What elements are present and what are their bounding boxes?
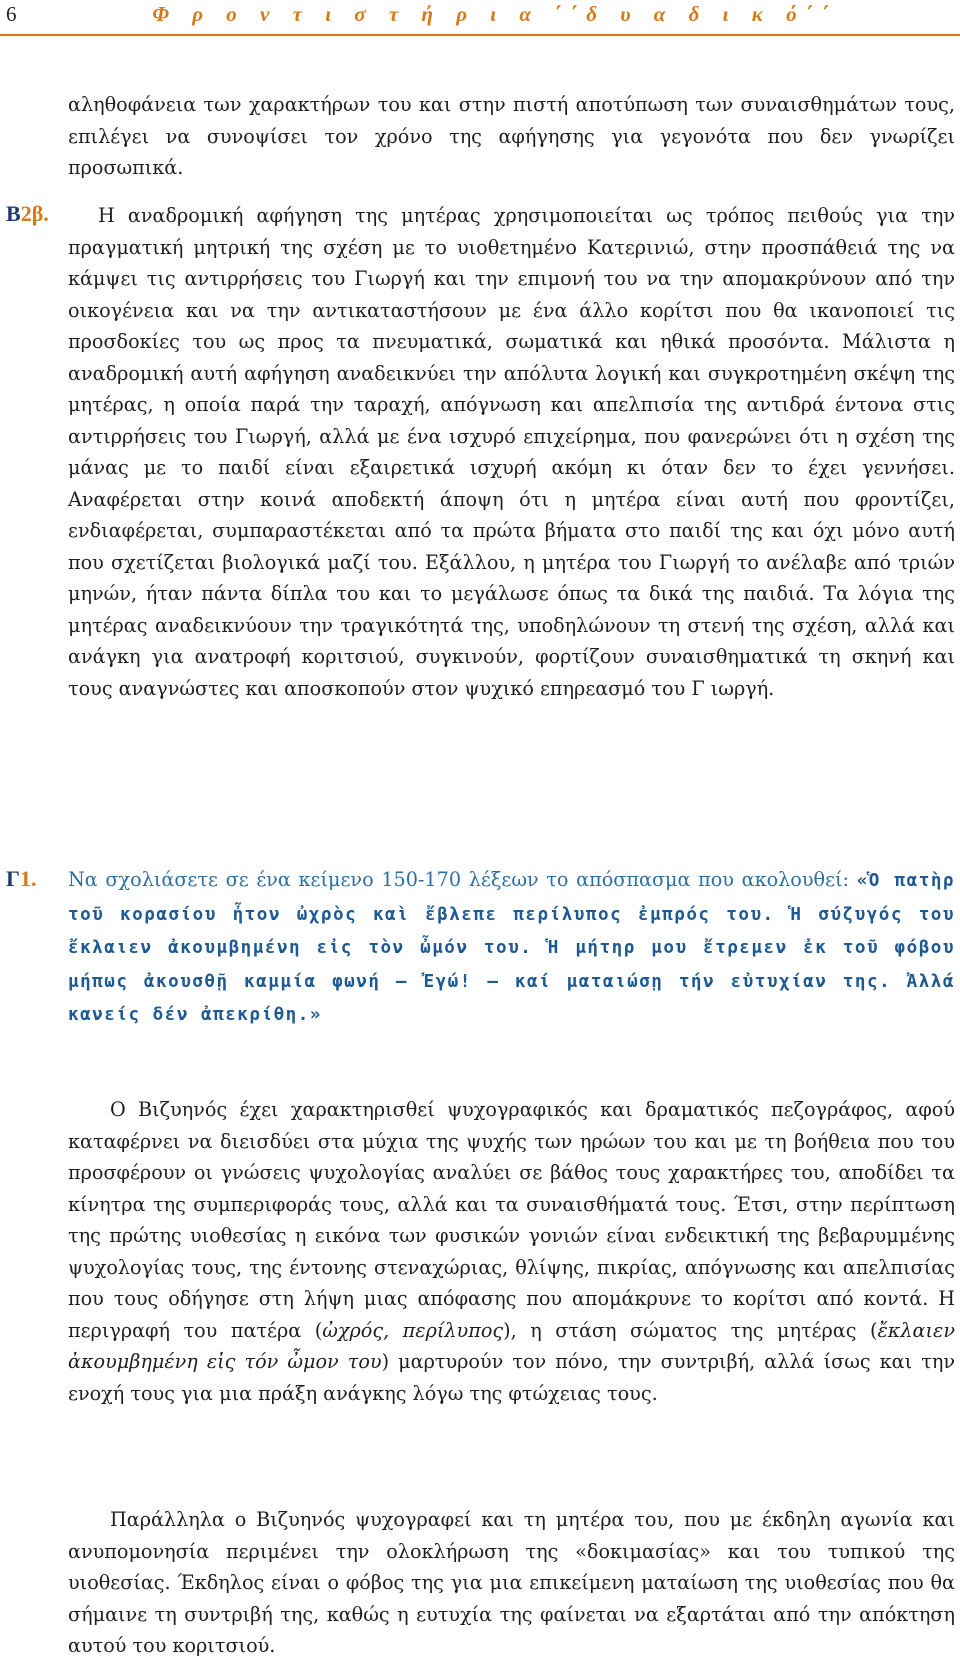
- question-g1-quote: «Ὁ πατὴρ τοῦ κορασίου ἦτον ὠχρὸς καὶ ἔβλεπε περίλυπος ἐμπρός του. Ἡ σύζυγός του ἔκλαιεν ἀκουμβημένη εἰς τὸν ὦμόν του. Ἡ μήτηρ μου ἔτρεμεν ἐκ τοῦ φόβου μήπως ἀκουσθῇ καμμία φωνή – Ἐγώ! – καί ματαιώσῃ τήν εὐτυχίαν της. Ἀλλά κανείς δέν ἀπεκρίθη.»: [68, 871, 956, 1025]
- page-number: 6: [6, 2, 17, 26]
- section-label-b2-number: 2β.: [20, 201, 49, 226]
- header-rule: [0, 34, 960, 36]
- answer-b2: [68, 200, 955, 704]
- paragraph-continuation: αληθοφάνεια των χαρακτήρων του και στην πιστή αποτύπωση των συναισθημάτων τους, επιλέγει να συνοψίσει τον χρόνο της αφήγησης για γεγονότα που δεν γνωρίζει προσωπικά.: [68, 93, 955, 179]
- section-label-b2-letter: Β: [6, 201, 21, 226]
- question-g1-instruction: Να σχολιάσετε σε ένα κείμενο 150-170 λέξεων το απόσπασμα που ακολουθεί:: [68, 868, 857, 891]
- section-label-g1-letter: Γ: [6, 866, 20, 891]
- section-label-g1: [6, 866, 37, 892]
- answer-paragraph-2: [68, 1504, 955, 1662]
- answer-paragraph-1: [68, 1094, 955, 1409]
- answer-p1-italic2: ἔκλαιεν ἀκουμβημένη εἰς τόν ὦμον του: [68, 1318, 955, 1373]
- page-header: [0, 0, 960, 40]
- answer-p1-part3: ) μαρτυρούν τον πόνο, την συντριβή, αλλά ίσως και την ενοχή τους για μια πράξη ανάγκης λόγω της φτώχειας τους.: [68, 1350, 955, 1405]
- answer-p1-italic1: ὠχρός, περίλυπος: [322, 1318, 504, 1342]
- answer-p2-text: Παράλληλα ο Βιζυηνός ψυχογραφεί και τη μητέρα του, που με έκδηλη αγωνία και ανυπομονησία περιμένει την ολοκλήρωση της «δοκιμασίας» και του τυπικού της υιοθεσίας. Έκδηλος είναι ο φόβος της για μια επικείμενη ματαίωση της υιοθεσίας που θα σήμαινε τη συντριβή της, καθώς η ευτυχία της φαίνεται να εξαρτάται από την απόκτηση αυτού του κοριτσιού.: [68, 1508, 955, 1657]
- answer-b2-text: Η αναδρομική αφήγηση της μητέρας χρησιμοποιείται ως τρόπος πειθούς για την πραγματική μητρική της σχέση με το υιοθετημένο Κατερινιώ, στην προσπάθειά της να κάμψει τις αντιρρήσεις του Γιωργή και την επιμονή του να την απομακρύνουν από την οικογένεια και να την αντικαταστήσουν με ένα άλλο κορίτσι που θα ικανοποιεί τις προσδοκίες του ως προς τα πνευματικά, σωματικά και ηθικά προσόντα. Μάλιστα η αναδρομική αυτή αφήγηση αναδεικνύει την απόλυτα λογική και συγκροτημένη σκέψη της μητέρας, η οποία παρά την ταραχή, απόγνωση και απελπισία της αντιδρά έντονα στις αντιρρήσεις του Γιωργή, αλλά με ένα ισχυρό επιχείρημα, που φανερώνει ότι η σχέση της μάνας με το παιδί είναι εξαιρετικά ισχυρή ακόμη κι όταν δεν το έχει γεννήσει. Αναφέρεται στην κοινά αποδεκτή άποψη ότι η μητέρα είναι αυτή που φροντίζει, ενδιαφέρεται, συμπαραστέκεται από τα πρώτα βήματα στο παιδί της και όχι μόνο αυτή που σχετίζεται βιολογικά μαζί του. Εξάλλου, η μητέρα του Γιωργή το ανέλαβε από τριών μηνών, ήταν πάντα δίπλα του και το μεγάλωσε όπως τα δικά της παιδιά. Τα λόγια της μητέρας αναδεικνύουν την τραγικότητά της, υποδηλώνουν τη στενή της σχέση, αλλά και ανάγκη για ανατροφή κοριτσιού, συγκινούν, φορτίζουν συναισθηματικά τη σκηνή και τους αναγνώστες και αποσκοπούν στον ψυχικό επηρεασμό του Γ ιωργή.: [68, 204, 955, 700]
- section-label-g1-number: 1.: [20, 866, 37, 891]
- question-g1: [68, 864, 955, 1032]
- answer-p1-part2: ), η στάση σώματος της μητέρας (: [503, 1318, 878, 1342]
- section-label-b2: [6, 201, 49, 227]
- answer-p1-part1: Ο Βιζυηνός έχει χαρακτηρισθεί ψυχογραφικός και δραματικός πεζογράφος, αφού καταφέρνει να διεισδύει στα μύχια της ψυχής των ηρώων του και με τη βοήθεια που του προσφέρουν οι γνώσεις ψυχολογίας αναλύει σε βάθος τους χαρακτήρες του, αποδίδει τα κίνητρα της συμπεριφοράς τους, αλλά και τα συναισθήματά τους. Έτσι, στην περίπτωση της πρώτης υιοθεσίας η εικόνα των φυσικών γονιών είναι ενδεικτική της βεβαρυμμένης ψυχολογίας τους, της έντονης στεναχώριας, θλίψης, πικρίας, απόγνωσης και απελπισίας που τους οδήγησε στη λήψη μιας απόφασης που απομάκρυνε το κορίτσι από κοντά. Η περιγραφή του πατέρα (: [68, 1098, 955, 1342]
- running-title: Φ ρ ο ν τ ι σ τ ή ρ ι α ΄΄δ υ α δ ι κ ό΄΄: [152, 2, 838, 26]
